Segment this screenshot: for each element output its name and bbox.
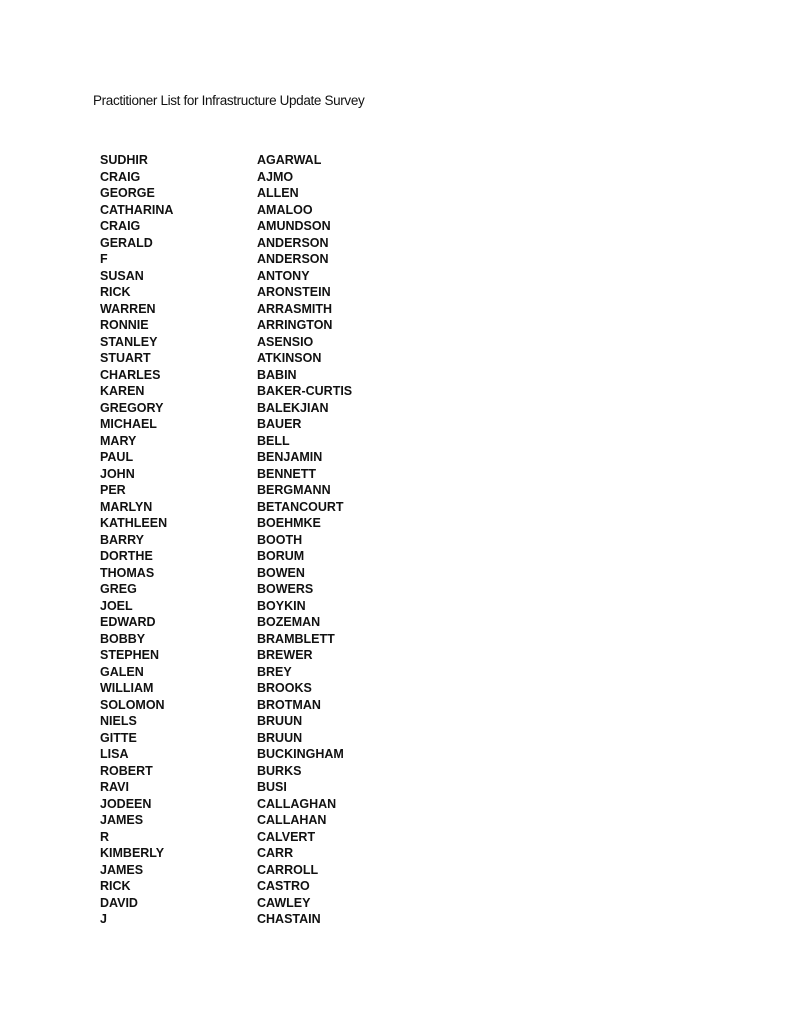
last-name: AMALOO [257, 202, 313, 217]
first-name: KATHLEEN [100, 516, 168, 530]
list-item [100, 185, 457, 202]
first-name: KIMBERLY [100, 846, 165, 860]
last-name: AJMO [257, 169, 294, 184]
last-name: BOWEN [257, 565, 305, 580]
last-name: BOYKIN [257, 598, 306, 613]
document-title: Practitioner List for Infrastructure Update Survey [93, 93, 365, 108]
last-name: BENNETT [257, 466, 317, 481]
first-name: GEORGE [100, 186, 155, 200]
list-item [100, 466, 457, 483]
last-name: BRAMBLETT [257, 631, 335, 646]
last-name: BABIN [257, 367, 297, 382]
list-item [100, 697, 457, 714]
last-name: CALLAGHAN [257, 796, 337, 811]
first-name: JAMES [100, 862, 144, 877]
first-name: SUDHIR [100, 153, 148, 167]
first-name: STEPHEN [100, 648, 160, 662]
list-item [100, 730, 457, 747]
list-item [100, 400, 457, 417]
last-name: ANTONY [257, 268, 310, 283]
last-name: BELL [257, 433, 290, 448]
first-name: WILLIAM [100, 681, 154, 695]
first-name: KAREN [100, 384, 145, 398]
first-name: STANLEY [100, 334, 158, 349]
first-name: CRAIG [100, 169, 141, 184]
first-name: GREG [100, 582, 137, 596]
list-item [100, 631, 457, 648]
first-name: EDWARD [100, 615, 156, 629]
list-item [100, 796, 457, 813]
last-name: CARR [257, 846, 294, 860]
first-name: DORTHE [100, 549, 153, 563]
list-item [100, 169, 457, 186]
last-name: BROTMAN [257, 697, 321, 712]
list-item [100, 763, 457, 780]
first-name: J [100, 912, 107, 926]
list-item [100, 334, 457, 351]
last-name: ASENSIO [257, 334, 314, 349]
list-item [100, 383, 457, 400]
first-name: STUART [100, 351, 151, 365]
first-name: JAMES [100, 813, 144, 827]
last-name: BORUM [257, 549, 305, 563]
list-item [100, 565, 457, 582]
list-item [100, 482, 457, 499]
list-item [100, 598, 457, 615]
last-name: BRUUN [257, 730, 303, 745]
list-item [100, 647, 457, 664]
list-item [100, 829, 457, 846]
last-name: ANDERSON [257, 252, 329, 266]
list-item [100, 812, 457, 829]
first-name: CATHARINA [100, 202, 174, 217]
last-name: ARRASMITH [257, 301, 332, 316]
list-item [100, 367, 457, 384]
first-name: JODEEN [100, 796, 152, 811]
list-item [100, 499, 457, 516]
last-name: BOOTH [257, 532, 303, 547]
last-name: ATKINSON [257, 351, 322, 365]
list-item [100, 235, 457, 252]
first-name: JOEL [100, 598, 133, 613]
last-name: ALLEN [257, 186, 299, 200]
first-name: SOLOMON [100, 697, 165, 712]
first-name: JOHN [100, 466, 135, 481]
last-name: BREWER [257, 648, 313, 662]
first-name: F [100, 252, 108, 266]
list-item [100, 779, 457, 796]
list-item [100, 268, 457, 285]
last-name: CARROLL [257, 862, 319, 877]
last-name: BENJAMIN [257, 450, 323, 464]
list-item [100, 845, 457, 862]
list-item [100, 664, 457, 681]
list-item [100, 433, 457, 450]
first-name: DAVID [100, 895, 138, 910]
last-name: CAWLEY [257, 895, 311, 910]
list-item [100, 218, 457, 235]
list-item [100, 680, 457, 697]
first-name: MARY [100, 433, 137, 448]
list-item [100, 581, 457, 598]
first-name: ROBERT [100, 763, 153, 778]
first-name: LISA [100, 747, 129, 761]
list-item [100, 284, 457, 301]
practitioner-list [100, 152, 457, 928]
list-item [100, 532, 457, 549]
last-name: BUSI [257, 780, 287, 794]
list-item [100, 911, 457, 928]
first-name: GALEN [100, 664, 144, 679]
last-name: ARONSTEIN [257, 285, 331, 299]
first-name: CRAIG [100, 219, 141, 233]
first-name: GREGORY [100, 400, 164, 415]
first-name: PER [100, 483, 126, 497]
list-item [100, 449, 457, 466]
list-item [100, 301, 457, 318]
first-name: WARREN [100, 301, 156, 316]
first-name: BARRY [100, 532, 144, 547]
first-name: SUSAN [100, 268, 144, 283]
first-name: THOMAS [100, 565, 155, 580]
last-name: BREY [257, 664, 292, 679]
list-item [100, 152, 457, 169]
list-item [100, 416, 457, 433]
first-name: R [100, 829, 110, 844]
first-name: BOBBY [100, 631, 146, 646]
first-name: GERALD [100, 235, 153, 250]
last-name: BROOKS [257, 681, 312, 695]
list-item [100, 251, 457, 268]
last-name: BOZEMAN [257, 615, 321, 629]
first-name: PAUL [100, 450, 134, 464]
last-name: BURKS [257, 763, 302, 778]
list-item [100, 350, 457, 367]
last-name: BAKER-CURTIS [257, 384, 353, 398]
first-name: GITTE [100, 730, 137, 745]
first-name: NIELS [100, 714, 137, 728]
first-name: RAVI [100, 780, 129, 794]
last-name: BOEHMKE [257, 516, 321, 530]
list-item [100, 713, 457, 730]
list-item [100, 202, 457, 219]
last-name: BERGMANN [257, 483, 331, 497]
list-item [100, 548, 457, 565]
list-item [100, 614, 457, 631]
last-name: CALLAHAN [257, 813, 327, 827]
last-name: CASTRO [257, 879, 310, 893]
last-name: BRUUN [257, 714, 303, 728]
list-item [100, 895, 457, 912]
last-name: BAUER [257, 417, 302, 431]
last-name: ANDERSON [257, 235, 329, 250]
first-name: MICHAEL [100, 417, 157, 431]
first-name: RONNIE [100, 318, 149, 332]
list-item [100, 515, 457, 532]
last-name: BOWERS [257, 582, 314, 596]
last-name: BUCKINGHAM [257, 747, 344, 761]
list-item [100, 746, 457, 763]
last-name: CHASTAIN [257, 912, 321, 926]
list-item [100, 878, 457, 895]
last-name: CALVERT [257, 829, 316, 844]
last-name: AMUNDSON [257, 219, 331, 233]
last-name: BETANCOURT [257, 499, 344, 514]
last-name: ARRINGTON [257, 318, 333, 332]
last-name: BALEKJIAN [257, 400, 329, 415]
first-name: RICK [100, 879, 131, 893]
list-item [100, 862, 457, 879]
first-name: CHARLES [100, 367, 161, 382]
first-name: RICK [100, 285, 131, 299]
first-name: MARLYN [100, 499, 153, 514]
list-item [100, 317, 457, 334]
last-name: AGARWAL [257, 153, 322, 167]
